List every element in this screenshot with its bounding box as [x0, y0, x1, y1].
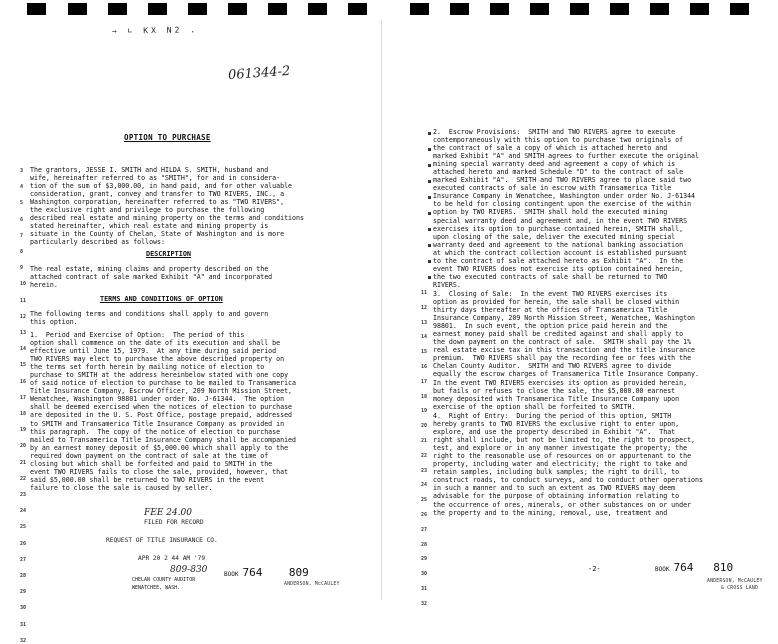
- binder-strip: [0, 0, 778, 20]
- margin-tick: [428, 180, 431, 183]
- stamp-auditor-2: WENATCHEE, WASH.: [132, 585, 181, 591]
- line-number: 3: [20, 168, 24, 174]
- margin-tick: [428, 132, 431, 135]
- margin-tick: [428, 196, 431, 199]
- line-number: 17: [421, 378, 428, 385]
- binder-block: [450, 3, 469, 15]
- line-number: 24: [20, 508, 27, 515]
- line-number: 12: [20, 313, 27, 320]
- section-1-paragraph: 1. Period and Exercise of Option: The period of this option shall commence on the date of its execution and shall be effective until June 15, 1979. At any time during said period TWO RIVERS may elect to purchase the above described property on the terms set forth herein by mailing notice of election to purchase to SMITH at the address hereinbelow stated with one copy of said notice of election to purchase to be mailed to Transamerica Title Insurance Company, Escrow Officer, 209 North Mission Street, Wenatchee, Washington 98801 under order No. J-61344. The option shall be deemed exercised when the notices of election to purchase are deposited in the U. S. Post Office, postage prepaid, addressed to SMITH and Transamerica Title Insurance Company as provided in this paragraph. The copy of the notice of election to purchase mailed to Transamerica Title Insurance Company shall be accompanied by an earnest money deposit of $5,000.00 which shall apply to the required down payment on the contract of sale at the time of closing but which shall be forfeited and paid to SMITH in the event TWO RIVERS fails to close the sale, provided, however, that said $5,000.00 shall be returned to TWO RIVERS in the event failure to close the sale is caused by seller.: [30, 331, 296, 492]
- page-marker: -2-: [588, 565, 601, 573]
- description-heading: DESCRIPTION: [146, 250, 192, 258]
- line-number: 4: [20, 184, 24, 191]
- line-number: 14: [20, 346, 27, 353]
- line-number: 11: [421, 290, 428, 296]
- line-number: 22: [421, 452, 428, 459]
- intro-paragraph: The grantors, JESSE I. SMITH and HILDA S. SMITH, husband and wife, hereinafter referred to as "SMITH", for and in considera- tion of the sum of $3,000.00, in hand paid, and for other valuable consideration, grant, convey and transfer to TWO RIVERS, INC., a Washington corporation, hereinafter referred to as "TWO RIVERS", the exclusive right and privilege to purchase the following described real estate and mining property on the terms and conditions stated hereinafter, which real estate and mining property is situate in the County of Chelan, State of Washington and is more particularly described as follows:: [30, 166, 304, 247]
- line-number: 17: [20, 394, 27, 401]
- line-number: 31: [20, 621, 27, 628]
- line-number: 32: [421, 600, 428, 607]
- margin-tick: [428, 244, 431, 247]
- line-number: 30: [421, 571, 428, 578]
- line-number: 8: [20, 249, 24, 255]
- binder-block: [490, 3, 509, 15]
- binder-block: [268, 3, 287, 15]
- page-number: 810: [713, 561, 734, 574]
- line-number: 12: [421, 304, 428, 311]
- line-number: 13: [20, 330, 27, 336]
- binder-block: [188, 3, 207, 15]
- line-number: 20: [20, 443, 27, 450]
- book-number: 764: [242, 566, 263, 579]
- line-number: 30: [20, 605, 27, 612]
- section-4-paragraph: 4. Right of Entry: During the period of this option, SMITH hereby grants to TWO RIVERS the exclusive right to enter upon, explore, and use the property described in Exhibit "A". That right shall include, but not be limited to, the right to prospect, test, and explore or in any manner investigate the property; the right to the reasonable use of resources on or appurtenant to the property, including water and electricity; the right to take and retain samples, including bulk samples; the right to drill, to construct roads, to conduct surveys, and to conduct other operations in such a manner and to such an extent as TWO RIVERS may deem advisable for the purpose of obtaining information relating to the occurrence of ores, minerals, or other substances on or under the property and to the mining, removal, use, treatment and: [433, 412, 703, 517]
- line-number: 9: [20, 265, 24, 272]
- description-paragraph: The real estate, mining claims and property described on the attached contract of sale marked Exhibit "A" and incorporated herein.: [30, 265, 273, 290]
- line-number: 16: [20, 378, 27, 385]
- section-3-paragraph: 3. Closing of Sale: In the event TWO RIVERS exercises its option as provided for herein, the sale shall be closed within thirty days thereafter at the offices of Transamerica Title Insurance Company, 209 North Mission Street, Wenatchee, Washington 98801. In such event, the option price paid herein and the earnest money paid shall be credited against and shall apply to the down payment on the contract of sale. SMITH shall pay the 1% real estate excise tax in this transaction and the title insurance premium. TWO RIVERS shall pay the recording fee or fees with the Chelan County Auditor. SMITH and TWO RIVERS agree to divide equally the escrow charges of Transamerica Title Insurance Company. In the event TWO RIVERS exercises its option as provided herein, but fails or refuses to close the sale, the $5,000.00 earnest money deposited with Transamerica Title Insurance Company upon exercise of the option shall be forfeited to SMITH.: [433, 290, 699, 411]
- binder-block: [570, 3, 589, 15]
- line-number: 6: [20, 216, 24, 223]
- footer-firm: ANDERSON, McCAULEY: [284, 582, 340, 587]
- line-number: 14: [421, 334, 428, 341]
- line-number: 24: [421, 482, 428, 489]
- book-number: 764: [673, 561, 694, 574]
- line-number: 21: [20, 459, 27, 466]
- line-number: 26: [421, 512, 428, 518]
- top-stamp: → ∟ KX N2 .: [111, 25, 199, 36]
- filing-stamp: [100, 508, 280, 603]
- line-number: 25: [421, 497, 428, 504]
- gutter-divider: [381, 20, 382, 600]
- margin-tick: [428, 212, 431, 215]
- margin-tick: [428, 228, 431, 231]
- line-number: 32: [20, 637, 27, 644]
- section-2-paragraph: 2. Escrow Provisions: SMITH and TWO RIVERS agree to execute contemporaneously with this option to purchase two originals of the contract of sale a copy of which is attached hereto and marked Exhibit "A" and SMITH agrees to further execute the original mining special warranty deed and agreement a copy of which is attached hereto and marked Schedule "D" to the contract of sale marked Exhibit "A". SMITH and TWO RIVERS agree to place said two executed contracts of sale in escrow with Transamerica Title Insurance Company in Wenatchee, Washington under order No. J-61344 to be held for closing contingent upon the exercise of the within option by TWO RIVERS. SMITH shall hold the executed mining special warranty deed and agreement and, in the event TWO RIVERS exercises its option to purchase contained herein, SMITH shall, upon closing of the sale, deliver the executed mining special warranty deed and agreement to the national banking association at which the contract collection account is established pursuant to the contract of sale attached hereto as Exhibit "A". In the event TWO RIVERS does not exercise its option contained herein, the two executed contracts of sale shall be returned to TWO RIVERS.: [433, 128, 699, 289]
- page-number: 809: [288, 566, 309, 579]
- binder-block: [530, 3, 549, 15]
- line-number: 27: [20, 556, 27, 563]
- stamp-book-hand: 809-830: [170, 565, 208, 575]
- line-number: 29: [20, 589, 27, 596]
- binder-block: [308, 3, 327, 15]
- terms-heading: TERMS AND CONDITIONS OF OPTION: [100, 295, 223, 303]
- book-page-reference-right: [655, 561, 733, 574]
- terms-intro-paragraph: The following terms and conditions shall apply to and govern this option.: [30, 310, 269, 327]
- book-label: BOOK: [224, 571, 239, 578]
- binder-block: [690, 3, 709, 15]
- line-number: 22: [20, 475, 27, 482]
- binder-block: [148, 3, 167, 15]
- line-number: 19: [421, 408, 428, 415]
- line-number: 23: [20, 492, 27, 498]
- line-number: 7: [20, 232, 24, 239]
- binder-block: [27, 3, 46, 15]
- line-number: 10: [20, 281, 27, 288]
- line-number: 25: [20, 524, 27, 531]
- binder-block: [108, 3, 127, 15]
- stamp-request: REQUEST OF TITLE INSURANCE CO.: [106, 537, 218, 544]
- footer-firm-line-1: ANDERSON, McCAULEY: [707, 579, 763, 584]
- line-number: 18: [20, 411, 27, 417]
- line-number: 15: [20, 362, 27, 369]
- binder-block: [610, 3, 629, 15]
- margin-tick: [428, 260, 431, 263]
- line-number: 20: [421, 423, 428, 430]
- handwritten-number: 061344-2: [227, 63, 291, 84]
- binder-block: [730, 3, 749, 15]
- line-number: 28: [421, 541, 428, 548]
- stamp-auditor-1: CHELAN COUNTY AUDITOR: [132, 577, 196, 583]
- line-number: 21: [421, 438, 428, 444]
- margin-tick: [428, 276, 431, 279]
- stamp-filed: FILED FOR RECORD: [144, 519, 204, 526]
- line-number: 29: [421, 556, 428, 563]
- line-number: 19: [20, 427, 27, 434]
- stamp-date: APR 20 2 44 AM '79: [138, 555, 206, 562]
- line-number: 28: [20, 573, 27, 579]
- line-number: 18: [421, 393, 428, 400]
- binder-block: [650, 3, 669, 15]
- stamp-fee: FEE 24.00: [144, 508, 193, 518]
- binder-block: [228, 3, 247, 15]
- line-number: 27: [421, 526, 428, 533]
- book-page-reference: [224, 566, 309, 579]
- margin-tick: [428, 164, 431, 167]
- line-number: 31: [421, 586, 428, 592]
- binder-block: [348, 3, 367, 15]
- line-number: 5: [20, 200, 24, 207]
- line-number: 15: [421, 349, 428, 356]
- line-number: 16: [421, 364, 428, 370]
- footer-firm-line-2: & CROSS LAND: [721, 586, 759, 591]
- binder-block: [68, 3, 87, 15]
- line-number: 13: [421, 319, 428, 326]
- binder-block: [410, 3, 429, 15]
- book-label: BOOK: [655, 566, 670, 573]
- document-title: OPTION TO PURCHASE: [124, 133, 211, 142]
- line-number: 23: [421, 467, 428, 474]
- line-number: 11: [20, 297, 27, 304]
- left-page: [0, 20, 380, 644]
- line-number: 26: [20, 540, 27, 547]
- right-page: [385, 20, 778, 607]
- margin-tick: [428, 148, 431, 151]
